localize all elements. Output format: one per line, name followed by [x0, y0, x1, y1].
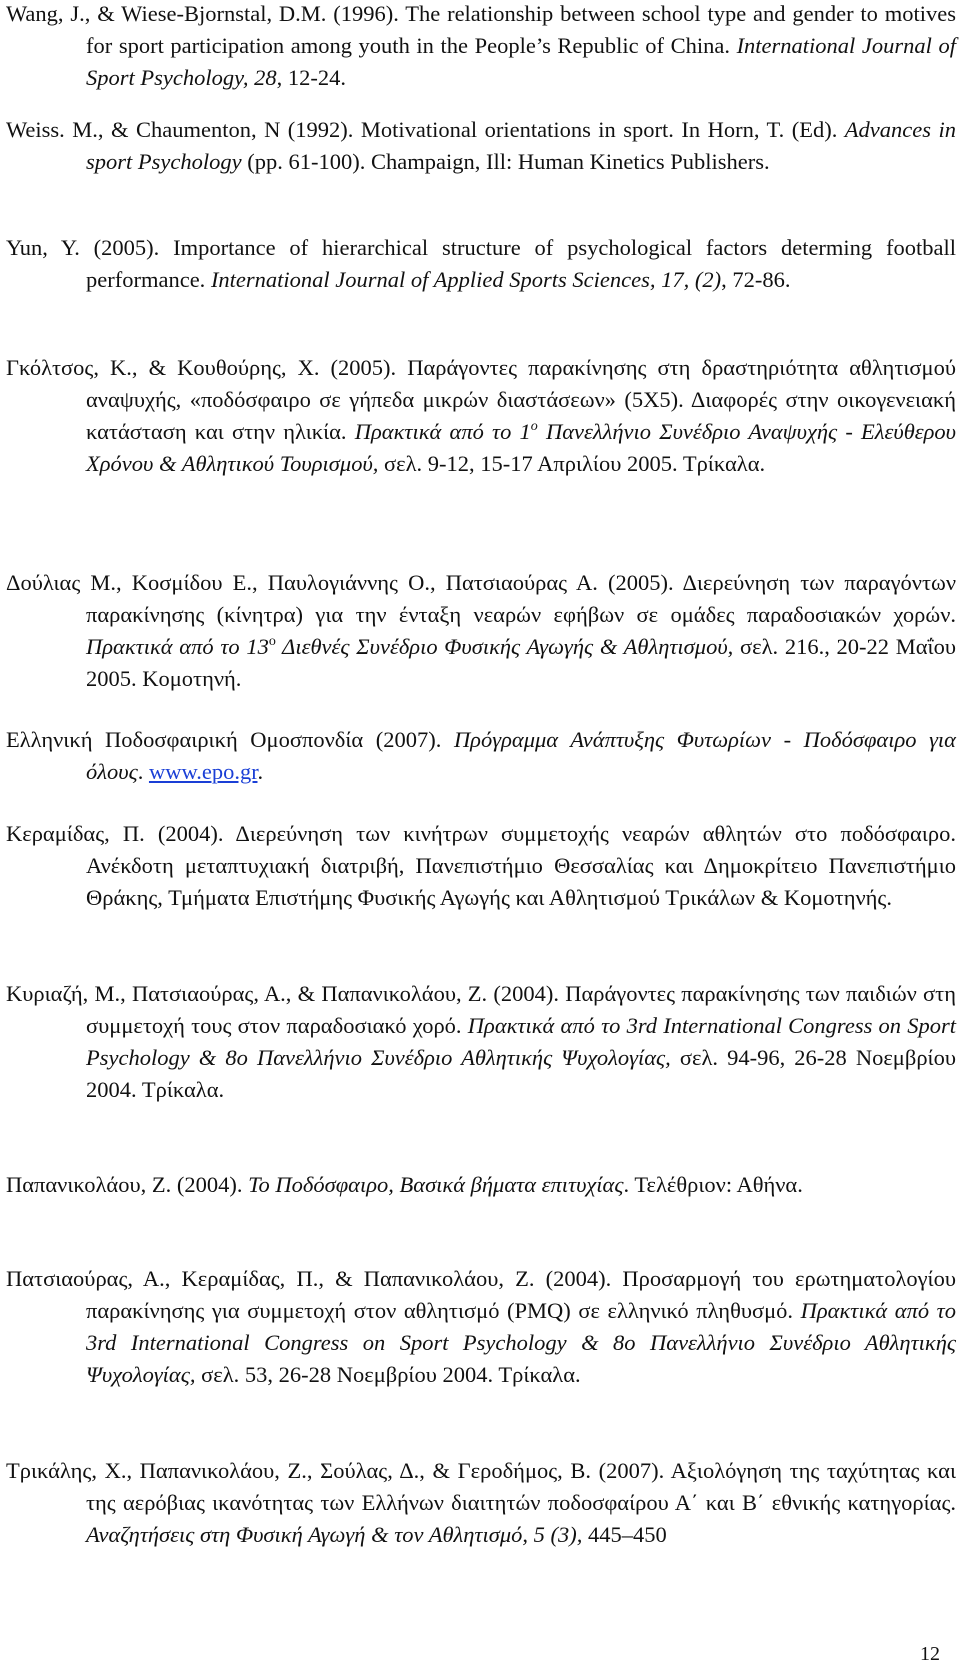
reference-source-title: International Journal of Sport Psychology, 28: [86, 33, 956, 90]
reference-source-title: Πρακτικά από το 13: [86, 634, 269, 659]
reference-text: σελ. 9-12, 15-17 Απριλίου 2005. Τρίκαλα.: [378, 451, 766, 476]
reference-text: Δούλιας Μ., Κοσμίδου Ε., Παυλογιάννης Ο., Πατσιαούρας Α. (2005). Διερεύνηση των παραγόντων παρακίνησης (κίνητρα) για την ένταξη νεαρών εφήβων σε ομάδες παραδοσιακών χορών.: [6, 570, 956, 627]
reference-text: σελ. 53, 26-28 Νοεμβρίου 2004. Τρίκαλα.: [195, 1362, 581, 1387]
reference-source-title: Πρακτικά από το 3rd International Congress on Sport Psychology & 8ο Πανελλήνιο Συνέδριο Αθλητικής Ψυχολογίας,: [86, 1298, 956, 1387]
reference-item: [6, 818, 956, 914]
reference-text: Weiss. M., & Chaumenton, N (1992). Motivational orientations in sport. In Horn, T. (Ed).: [6, 117, 845, 142]
reference-text: Παπανικολάου, Ζ. (2004).: [6, 1172, 249, 1197]
reference-text: .: [137, 759, 149, 784]
reference-source-title: Διεθνές Συνέδριο Φυσικής Αγωγής & Αθλητισμού,: [275, 634, 734, 659]
reference-text: Γκόλτσος, Κ., & Κουθούρης, Χ. (2005). Παράγοντες παρακίνησης στη δραστηριότητα αθλητισμού αναψυχής, «ποδόσφαιρο σε γήπεδα μικρών διαστάσεων» (5Χ5). Διαφορές στην οικογενειακή κατάσταση και στην ηλικία.: [6, 355, 956, 444]
reference-source-title: Πρόγραμμα Ανάπτυξης Φυτωρίων - Ποδόσφαιρο για όλους: [86, 727, 956, 784]
reference-item: [6, 232, 956, 296]
reference-text: Πατσιαούρας, Α., Κεραμίδας, Π., & Παπανικολάου, Ζ. (2004). Προσαρμογή του ερωτηματολογίου παρακίνησης για συμμετοχή στον αθλητισμό (PMQ) σε ελληνικό πληθυσμό.: [6, 1266, 956, 1323]
reference-item: [6, 978, 956, 1106]
reference-source-title: Πανελλήνιο Συνέδριο Αναψυχής - Ελεύθερου Χρόνου & Αθλητικού Τουρισμού,: [86, 419, 956, 476]
reference-item: [6, 0, 956, 94]
reference-text: , 72-86.: [721, 267, 791, 292]
reference-text: , 12-24.: [276, 65, 346, 90]
reference-item: [6, 567, 956, 695]
reference-text: Wang, J., & Wiese-Bjornstal, D.M. (1996). The relationship between school type and gender to motives for sport participation among youth in the People’s Republic of China.: [6, 1, 956, 58]
reference-item: [6, 724, 956, 788]
reference-text: .: [257, 759, 264, 784]
page-number: 12: [920, 1643, 940, 1665]
reference-text: Κεραμίδας, Π. (2004). Διερεύνηση των κινήτρων συμμετοχής νεαρών αθλητών στο ποδόσφαιρο. Ανέκδοτη μεταπτυχιακή διατριβή, Πανεπιστήμιο Θεσσαλίας και Δημοκρίτειο Πανεπιστήμιο Θράκης, Τμήματα Επιστήμης Φυσικής Αγωγής και Αθλητισμού Τρικάλων & Κομοτηνής.: [6, 821, 956, 910]
reference-text: (pp. 61-100). Champaign, Ill: Human Kinetics Publishers.: [241, 149, 770, 174]
reference-text: Κυριαζή, Μ., Πατσιαούρας, Α., & Παπανικολάου, Ζ. (2004). Παράγοντες παρακίνησης των παιδιών στη συμμετοχή τους στον παραδοσιακό χορό.: [6, 981, 956, 1038]
reference-item: [6, 1169, 956, 1201]
reference-link[interactable]: www.epo.gr: [148, 759, 258, 784]
reference-item: [6, 1263, 956, 1391]
reference-item: [6, 352, 956, 480]
reference-text: 445–450: [582, 1522, 667, 1547]
reference-source-title: Αναζητήσεις στη Φυσική Αγωγή & τον Αθλητισμό, 5 (3),: [86, 1522, 583, 1547]
reference-text: Ελληνική Ποδοσφαιρική Ομοσπονδία (2007).: [6, 727, 454, 752]
reference-text: Τρικάλης, Χ., Παπανικολάου, Ζ., Σούλας, Δ., & Γεροδήμος, Β. (2007). Αξιολόγηση της ταχύτητας και της αερόβιας ικανότητας των Ελλήνων διαιτητών ποδοσφαίρου Α΄ και Β΄ εθνικής κατηγορίας.: [6, 1458, 956, 1515]
reference-source-title: Πρακτικά από το 1: [354, 419, 531, 444]
reference-superscript: ο: [530, 419, 538, 434]
reference-source-title: International Journal of Applied Sports Sciences, 17, (2): [210, 267, 722, 292]
reference-text: σελ. 216., 20-22 Μαΐου 2005. Κομοτηνή.: [86, 634, 956, 691]
reference-source-title: Πρακτικά από το 3rd International Congress on Sport Psychology & 8ο Πανελλήνιο Συνέδριο Αθλητικής Ψυχολογίας,: [86, 1013, 956, 1070]
reference-item: [6, 1455, 956, 1551]
reference-item: [6, 114, 956, 178]
reference-text: Yun, Y. (2005). Importance of hierarchical structure of psychological factors determing football performance.: [6, 235, 956, 292]
reference-source-title: Advances in sport Psychology: [86, 117, 956, 174]
reference-source-title: Το Ποδόσφαιρο, Βασικά βήματα επιτυχίας: [248, 1172, 624, 1197]
reference-text: . Τελέθριον: Αθήνα.: [623, 1172, 803, 1197]
reference-text: σελ. 94-96, 26-28 Νοεμβρίου 2004. Τρίκαλα.: [86, 1045, 956, 1102]
reference-superscript: ο: [268, 634, 276, 649]
